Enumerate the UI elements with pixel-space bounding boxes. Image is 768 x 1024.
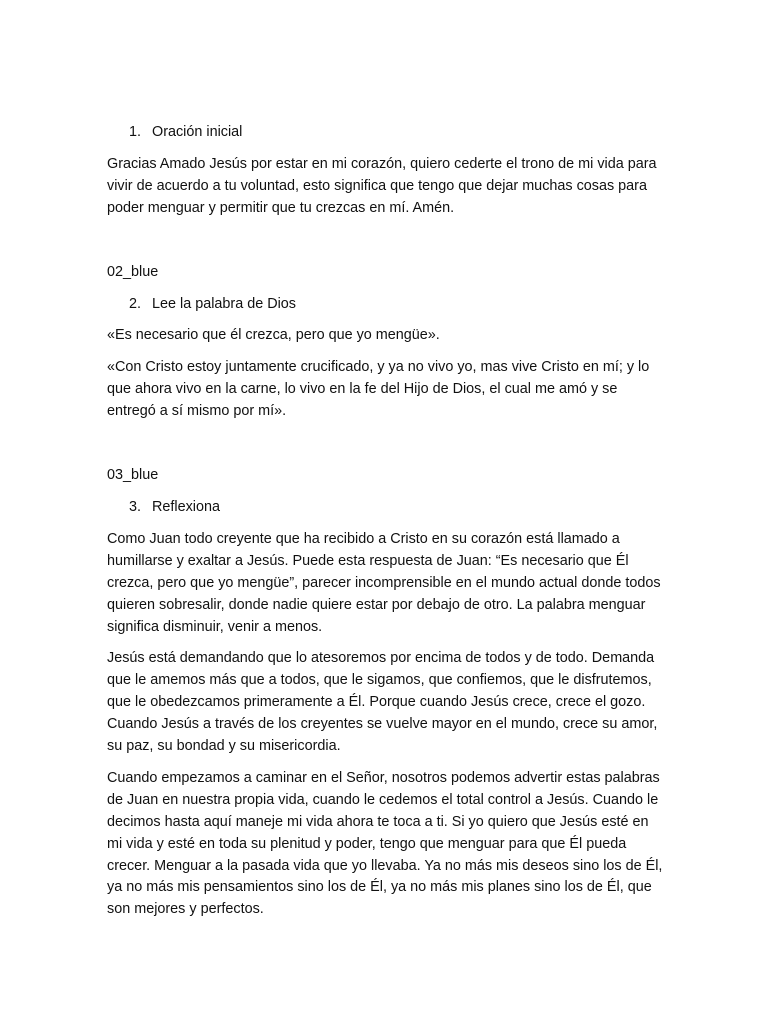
document-page: [107, 122, 663, 931]
heading-text: Reflexiona: [152, 498, 220, 515]
paragraph: «Es necesario que él crezca, pero que yo mengüe».: [107, 327, 440, 344]
spacer: [107, 230, 663, 262]
paragraph: Cuando empezamos a caminar en el Señor, nosotros podemos advertir estas palabras de Juan en nuestra propia vida, cuando le cedemos el total control a Jesús. Cuando le decimos hasta aquí maneje mi vida ahora te toca a ti. Si yo quiero que Jesús esté en mi vida y esté en toda su plenitud y poder, tengo que menguar para que Él pueda crecer. Menguar a la pasada vida que yo llevaba. Ya no más mis deseos sino los de Él, ya no más mis pensamientos sino los de Él, ya no más mis planes sino los de Él, que son mejores y perfectos.: [107, 769, 663, 918]
paragraph: Gracias Amado Jesús por estar en mi corazón, quiero cederte el trono de mi vida para vivir de acuerdo a tu voluntad, esto significa que tengo que dejar muchas cosas para poder menguar y permitir que tu crezcas en mí. Amén.: [107, 155, 657, 216]
section-label: 02_blue: [107, 263, 159, 280]
section-label: 03_blue: [107, 467, 159, 484]
list-number: 2.: [129, 295, 142, 312]
section-heading-reflexiona: [129, 497, 663, 519]
paragraph: «Con Cristo estoy juntamente crucificado, y ya no vivo yo, mas vive Cristo en mí; y lo que ahora vivo en la carne, lo vivo en la fe del Hijo de Dios, el cual me amó y se entregó a sí mismo por mí».: [107, 359, 650, 420]
section-heading-oracion: [129, 122, 663, 144]
paragraph: Como Juan todo creyente que ha recibido a Cristo en su corazón está llamado a humillarse y exaltar a Jesús. Puede esta respuesta de Juan: “Es necesario que Él crezca, pero que yo mengüe”, parecer incomprensible en el mundo actual donde todos quieren sobresalir, donde nadie quiere estar por debajo de otro. La palabra menguar significa disminuir, venir a menos.: [107, 530, 661, 635]
list-number: 3.: [129, 498, 142, 515]
spacer: [107, 433, 663, 465]
heading-text: Oración inicial: [152, 124, 243, 140]
section-heading-lee: [129, 294, 663, 316]
paragraph: Jesús está demandando que lo atesoremos por encima de todos y de todo. Demanda que le amemos más que a todos, que le sigamos, que confiemos, que le disfrutemos, que le obedezcamos primeramente a Él. Porque cuando Jesús crece, crece el gozo. Cuando Jesús a través de los creyentes se vuelve mayor en el mundo, crece su amor, su paz, su bondad y su misericordia.: [107, 650, 658, 755]
list-number: 1.: [129, 124, 142, 140]
heading-text: Lee la palabra de Dios: [152, 295, 297, 312]
